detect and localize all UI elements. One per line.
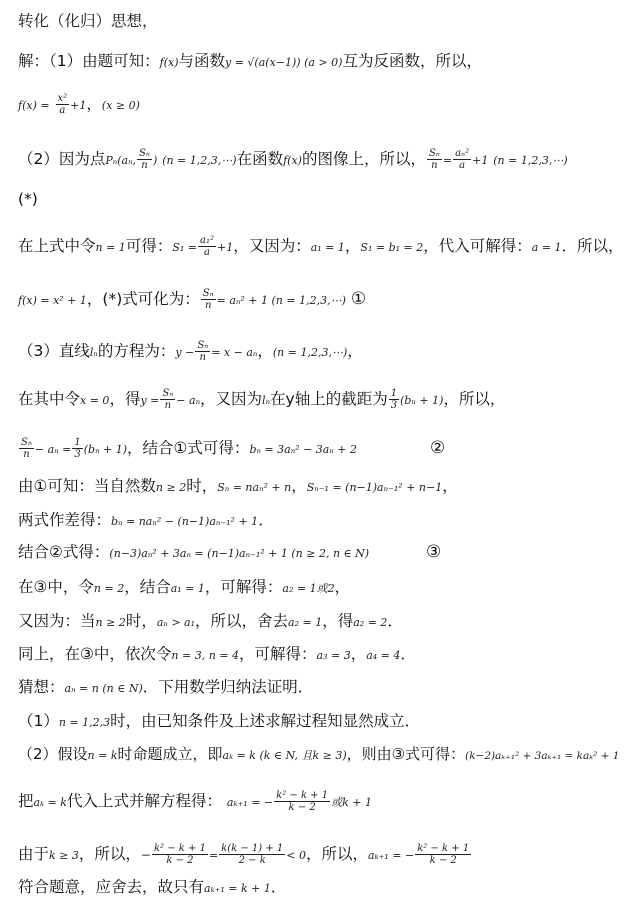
math: (k−2)aₖ₊₁² + 3aₖ₊₁ = kaₖ² + 1 [465, 750, 620, 762]
text: ， [86, 95, 102, 113]
text: 又因为：当 [18, 612, 96, 630]
math: (n−3)aₙ² + 3aₙ = (n−1)aₙ₋₁² + 1 (n ≥ 2, n ∈ N) [109, 547, 370, 560]
text: 互为反函数，所以， [342, 52, 482, 70]
text: ，(*)式可化为： [86, 290, 200, 308]
text: 在其中令 [18, 390, 81, 408]
text: 与函数 [178, 52, 225, 70]
math: f(x) = [18, 99, 50, 112]
line-12 [18, 511, 274, 531]
math: a₁ = 1 [170, 582, 205, 595]
math: +1 [216, 241, 234, 254]
math: aₖ₊₁ = − [226, 796, 274, 809]
text: ，结合 [124, 578, 171, 596]
denominator: n [141, 160, 148, 171]
text: （3）直线 [18, 342, 90, 360]
text: 的图像上，所以， [301, 150, 426, 168]
line-10 [18, 437, 445, 460]
math: a₃ = 3 [316, 649, 351, 662]
text: 在函数 [236, 150, 284, 168]
line-8 [18, 340, 363, 363]
text: (*) [18, 190, 38, 208]
numerator: Sₙ [139, 148, 150, 159]
line-6 [18, 235, 624, 258]
denominator: n [431, 160, 438, 171]
text: ，所以， [306, 845, 369, 863]
numerator: Sₙ [197, 340, 209, 351]
text: ． [258, 511, 274, 529]
math: − aₙ [176, 394, 201, 407]
text: 时， [125, 612, 157, 630]
line-15 [18, 612, 403, 632]
math: aₙ = n (n ∈ N) [64, 682, 143, 695]
text: ， [442, 477, 458, 495]
math: = x − aₙ [211, 346, 258, 359]
text: 在上式中令 [18, 237, 96, 255]
denominator: n [204, 300, 212, 311]
text: 代入上式并解方程得： [66, 792, 222, 810]
math: n ≥ 2 [95, 616, 126, 629]
math: f(x) = x² + 1 [18, 294, 87, 307]
text: ， [350, 645, 367, 663]
numerator: 1 [74, 437, 81, 448]
text: ． [387, 612, 403, 630]
text: ，所以，舍去 [195, 612, 289, 630]
math: +1 [472, 154, 489, 167]
text: （2）因为点 [18, 150, 106, 168]
line-20 [18, 790, 372, 813]
math: S₁ = b₁ = 2 [360, 241, 424, 254]
text: ，又因为 [200, 390, 263, 408]
math: a₂ = 1或2 [282, 582, 335, 595]
numerator: a₁² [200, 235, 214, 246]
math: n = 1 [95, 241, 126, 254]
text: 同上，在③中，依次令 [18, 645, 172, 663]
numerator: aₙ² [455, 148, 470, 159]
math: ) [152, 154, 158, 167]
text: ，又因为： [233, 237, 311, 255]
text: ，代入可解得： [423, 237, 532, 255]
fraction [137, 148, 152, 171]
numerator: k² − k + 1 [153, 843, 206, 854]
denominator: a [59, 105, 66, 116]
math: (bₙ + 1) [83, 443, 128, 456]
text: ， [347, 342, 363, 360]
text: 把 [18, 792, 34, 810]
math: y − [175, 346, 195, 359]
math: Sₙ₋₁ = (n−1)aₙ₋₁² + n−1 [306, 481, 443, 494]
numerator: x² [57, 93, 68, 104]
denominator: 2 − k [238, 855, 266, 866]
text: 猜想： [18, 678, 65, 696]
math: − [140, 848, 151, 862]
line-17 [18, 678, 313, 698]
math: (n = 1,2,3,⋯) [162, 154, 237, 167]
line-2 [18, 52, 482, 72]
math: lₙ [262, 394, 271, 407]
text: （2）假设 [18, 745, 88, 763]
text: ， [291, 477, 307, 495]
math: = [208, 849, 219, 862]
equation-label-1: ① [350, 289, 367, 309]
equation-label-2: ② [429, 438, 446, 458]
text: ，得 [322, 612, 354, 630]
denominator: a [204, 247, 210, 258]
math: Pₙ(aₙ, [105, 154, 137, 167]
denominator: k − 2 [429, 855, 457, 866]
text: ， [257, 342, 273, 360]
math: aₖ₊₁ = k + 1 [204, 882, 271, 895]
text: ，可解得： [204, 578, 283, 596]
line-11 [18, 477, 458, 497]
fraction [415, 843, 471, 866]
math: n = k [87, 749, 118, 762]
line-4 [18, 148, 568, 171]
text: ． [400, 645, 416, 663]
math: lₙ [89, 346, 98, 359]
math: a₂ = 2 [353, 616, 388, 629]
text: 结合②式得： [18, 543, 110, 561]
fraction [152, 843, 208, 866]
math: +1 [70, 99, 87, 112]
math: a₄ = 4 [366, 649, 401, 662]
fraction [453, 148, 471, 171]
numerator: Sₙ [21, 437, 32, 448]
denominator: k − 2 [288, 802, 316, 813]
text: 可得： [125, 237, 173, 255]
math: n = 3, n = 4 [171, 649, 239, 662]
denominator: 3 [74, 449, 81, 460]
math: (n = 1,2,3,⋯) [272, 346, 348, 359]
math: 或k + 1 [331, 796, 372, 809]
text: 时命题成立，即 [117, 745, 223, 763]
denominator: n [23, 449, 30, 460]
math: aₖ = k (k ∈ N, 且k ≥ 3) [222, 749, 347, 762]
math: bₙ = 3aₙ² − 3aₙ + 2 [249, 443, 358, 456]
fraction [201, 288, 216, 311]
numerator: k² − k + 1 [276, 790, 329, 801]
math: a = 1 [531, 241, 562, 254]
fraction [274, 790, 330, 813]
line-3 [18, 93, 140, 116]
text: ． [270, 878, 287, 896]
text: ，则由③式可得： [346, 745, 466, 763]
math: a₂ = 1 [288, 616, 323, 629]
line-14 [18, 578, 350, 598]
text: 解：（1）由题可知： [18, 52, 160, 70]
line-9 [18, 388, 505, 411]
text: 由①可知：当自然数 [18, 477, 156, 495]
text: 时，由已知条件及上述求解过程知显然成立． [110, 712, 421, 730]
text: ，得 [109, 390, 141, 408]
math: Sₙ = naₙ² + n [217, 481, 292, 494]
equation-label-3: ③ [426, 542, 442, 562]
text: ， [334, 578, 351, 596]
math: n = 1,2,3 [58, 716, 111, 729]
line-22 [18, 878, 286, 898]
text: 两式作差得： [18, 511, 112, 529]
math: n ≥ 2 [155, 481, 187, 494]
fraction [72, 437, 82, 460]
fraction [56, 93, 70, 116]
line-1 [18, 12, 158, 30]
math: a₁ = 1 [310, 241, 345, 254]
line-19 [18, 745, 619, 765]
fraction [219, 843, 285, 866]
math: aₖ = k [33, 796, 67, 809]
math: (n = 1,2,3,⋯) [493, 154, 568, 167]
numerator: 1 [390, 388, 398, 399]
text: 转化（化归）思想， [18, 12, 158, 30]
math: S₁ = [172, 241, 197, 254]
text: ，所以， [443, 390, 506, 408]
math: x = 0 [80, 394, 110, 407]
math: (x ≥ 0) [101, 99, 140, 112]
math: = aₙ² + 1 (n = 1,2,3,⋯) [216, 294, 346, 307]
text: ， [344, 237, 361, 255]
math: aₖ₊₁ = − [368, 849, 415, 862]
line-18 [18, 712, 420, 732]
line-16 [18, 645, 416, 665]
math: y = [140, 394, 160, 407]
text: 由于 [18, 845, 50, 863]
text: 在y轴上的截距为 [270, 390, 388, 408]
math: (bₙ + 1) [400, 394, 444, 407]
text: ，所以， [78, 845, 141, 863]
math: f(x) [283, 154, 302, 167]
denominator: a [459, 160, 466, 171]
math: bₙ = naₙ² − (n−1)aₙ₋₁² + 1 [111, 515, 259, 528]
text: ，结合①式可得： [127, 439, 250, 457]
fraction [19, 437, 34, 460]
numerator: k(k − 1) + 1 [221, 843, 284, 854]
line-13 [18, 543, 441, 563]
math: − aₙ = [34, 443, 72, 456]
text: ．所以， [561, 237, 624, 255]
line-21 [18, 843, 472, 866]
denominator: n [164, 400, 172, 411]
text: 符合题意，应舍去，故只有 [18, 878, 205, 896]
denominator: n [199, 352, 206, 363]
math: = [442, 154, 453, 167]
numerator: Sₙ [202, 288, 214, 299]
fraction [389, 388, 399, 411]
denominator: k − 2 [166, 855, 194, 866]
text: 在③中，令 [18, 578, 94, 596]
text: 时， [186, 477, 218, 495]
math: f(x) [159, 56, 179, 69]
line-7 [18, 288, 366, 311]
text: （1） [18, 712, 59, 730]
fraction [160, 388, 175, 411]
numerator: k² − k + 1 [417, 843, 470, 854]
math: n = 2 [93, 582, 125, 595]
math: y = √(a(x−1)) (a > 0) [225, 56, 343, 69]
math: < 0 [286, 849, 306, 862]
numerator: Sₙ [162, 388, 174, 399]
text: ，可解得： [239, 645, 317, 663]
math: k ≥ 3 [49, 849, 79, 862]
fraction [195, 340, 210, 363]
numerator: Sₙ [428, 148, 440, 159]
text: ．下用数学归纳法证明． [142, 678, 314, 696]
fraction [198, 235, 216, 258]
text: 的方程为： [97, 342, 176, 360]
denominator: 3 [390, 400, 398, 411]
line-5 [18, 190, 38, 208]
math: aₙ > a₁ [156, 616, 196, 629]
fraction [427, 148, 442, 171]
